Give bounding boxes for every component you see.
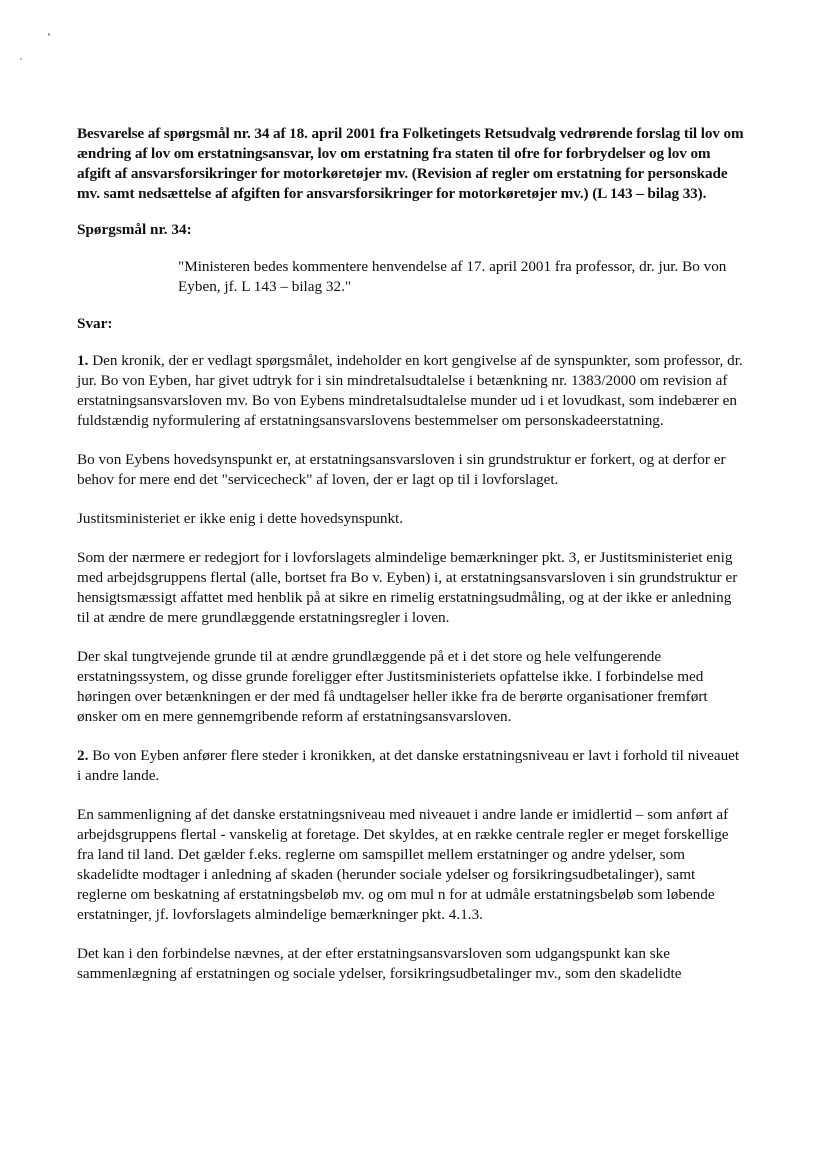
answer-paragraph: Det kan i den forbindelse nævnes, at der efter erstatningsansvarsloven som udgangspunkt kan ske sammenlægning af erstatningen og sociale ydelser, forsikringsudbetalinger mv., som den skadelidte [77,945,682,982]
scan-speck [20,58,22,60]
paragraph-text: Bo von Eyben anfører flere steder i kronikken, at det danske erstatningsniveau er lavt i forhold til niveauet i andre lande. [77,747,740,784]
answer-paragraph: En sammenligning af det danske erstatningsniveau med niveauet i andre lande er imidlertid – som anført af arbejdsgruppens flertal - vanskelig at foretage. Det skyldes, at en række centrale regler er meget forskellige fra land til land. Det gælder f.eks. reglerne om samspillet mellem erstatninger og andre ydelser, som skadelidte modtager i anledning af skaden (herunder sociale ydelser og forsikringsudbetalinger), samt reglerne om beskatning af erstatningsbeløb mv. og om mul n for at udmåle erstatningsbeløb som løbende erstatninger, jf. lovforslagets almindelige bemærkninger pkt. 4.1.3. [77,806,729,923]
paragraph-number: 1. [77,352,89,369]
answer-paragraph: Bo von Eybens hovedsynspunkt er, at erstatningsansvarsloven i sin grundstruktur er forkert, og at derfor er behov for mere end det "servicecheck" af loven, der er lagt op til i lovforslaget. [77,451,726,488]
scan-speck [48,33,50,36]
paragraph-text: Den kronik, der er vedlagt spørgsmålet, indeholder en kort gengivelse af de synspunkter, som professor, dr. jur. Bo von Eyben, har givet udtryk for i sin mindretalsudtalelse i betænkning nr. 1383/2000 om revision af erstatningsansvarsloven mv. Bo von Eybens mindretalsudtalelse munder ud i et lovudkast, som indebærer en fuldstændig nyformulering af erstatningsansvarslovens bestemmelser om personskadeerstatning. [77,352,743,429]
paragraph-number: 2. [77,747,89,764]
answer-paragraph-1 [77,351,747,431]
question-quote: "Ministeren bedes kommentere henvendelse af 17. april 2001 fra professor, dr. jur. Bo von Eyben, jf. L 143 – bilag 32." [178,258,727,295]
answer-paragraph: Som der nærmere er redegjort for i lovforslagets almindelige bemærkninger pkt. 3, er Justitsministeriet enig med arbejdsgruppens flertal (alle, bortset fra Bo v. Eyben) i, at erstatningsansvarsloven i sin grundstruktur er hensigtsmæssigt affattet med henblik på at sikre en rimelig erstatningsudmåling, og at der ikke er anledning til at ændre de mere grundlæggende erstatningsregler i loven. [77,549,738,626]
document-title: Besvarelse af spørgsmål nr. 34 af 18. april 2001 fra Folketingets Retsudvalg vedrørende forslag til lov om ændring af lov om erstatningsansvar, lov om erstatning fra staten til ofre for forbrydelser og lov om afgift af ansvarsforsikringer for motorkøretøjer mv. (Revision af regler om erstatning for personskade mv. samt nedsættelse af afgiften for ansvarsforsikringer for motorkøretøjer mv.) (L 143 – bilag 33). [77,125,744,202]
document-page [77,124,747,1003]
answer-paragraph: Justitsministeriet er ikke enig i dette hovedsynspunkt. [77,510,404,527]
question-heading: Spørgsmål nr. 34: [77,221,192,238]
answer-heading: Svar: [77,315,113,332]
answer-paragraph: Der skal tungtvejende grunde til at ændre grundlæggende på et i det store og hele velfungerende erstatningssystem, og disse grunde foreligger efter Justitsministeriets opfattelse ikke. I forbindelse med høringen over betænkningen er der med få undtagelser heller ikke fra de berørte organisationer fremført ønsker om en mere gennemgribende reform af erstatningsansvarsloven. [77,648,708,725]
answer-paragraph-2 [77,746,747,786]
